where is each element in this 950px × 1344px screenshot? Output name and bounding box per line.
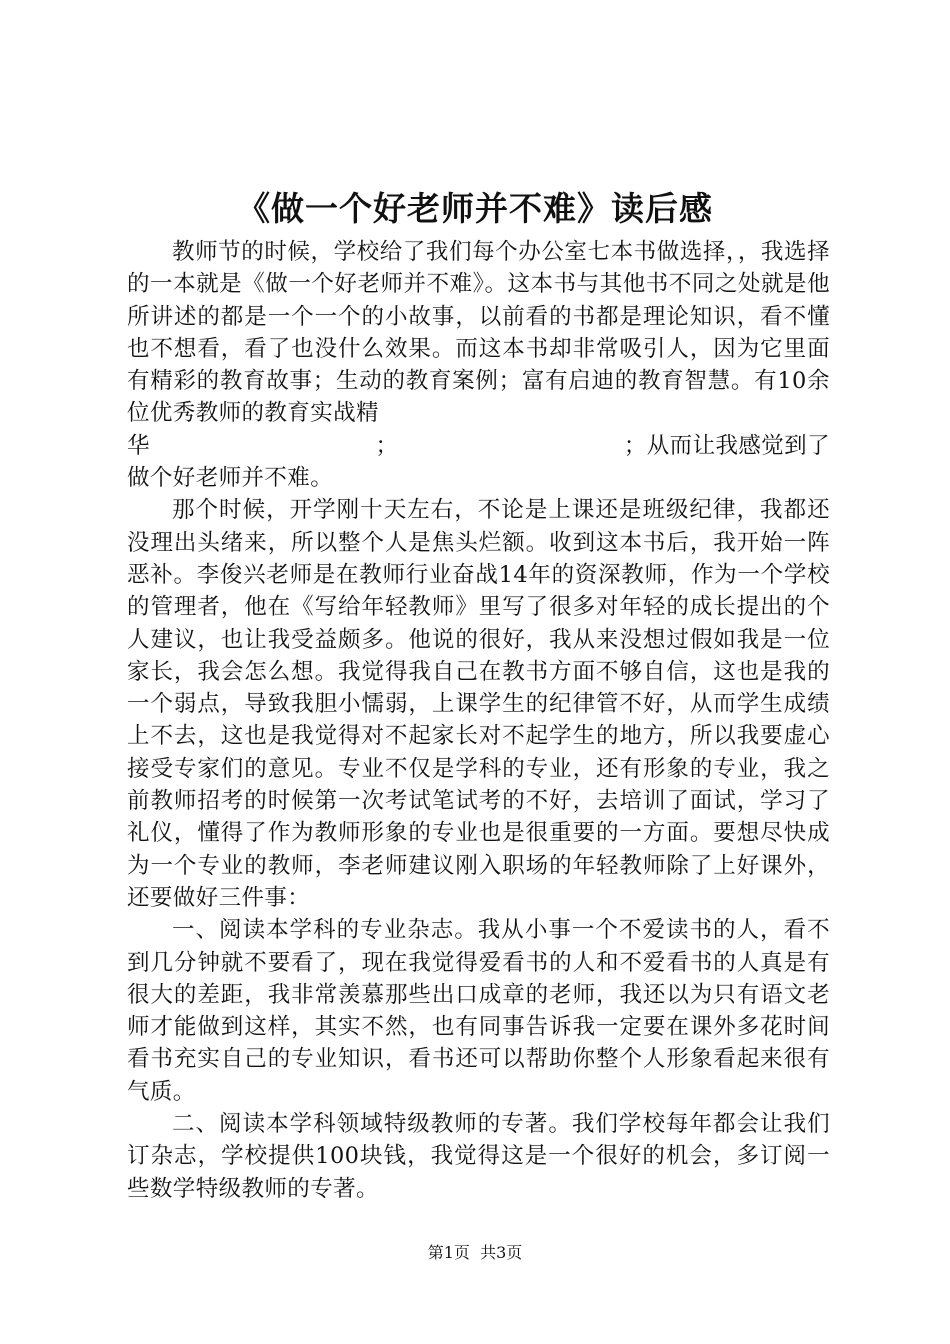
paragraph-1-spaced-line [127, 430, 830, 462]
paragraph-1-tail: 做个好老师并不难。 [127, 465, 334, 492]
paragraph-1-gap-part-1: 华 [127, 432, 150, 459]
document-title: 《做一个好老师并不难》读后感 [237, 189, 713, 228]
page-total: 共3页 [480, 1243, 523, 1262]
paragraph-1-lead: 教师节的时候，学校给了我们每个办公室七本书做选择，，我选择的一本就是《做一个好老师并不难》。这本书与其他书不同之处就是他所讲述的都是一个一个的小故事，以前看的书都是理论知识，看不懂也不想看，看了也没什么效果。而这本书却非常吸引人，因为它里面有精彩的教育故事；生动的教育案例；富有启迪的教育智慧。有10余位优秀教师的教育实战精 [127, 239, 830, 427]
paragraph-1-gap-part-2: ； [375, 432, 399, 459]
paragraph-4: 二、阅读本学科领域特级教师的专著。我们学校每年都会让我们订杂志，学校提供100块钱，我觉得这是一个很好的机会，多订阅一些数学特级教师的专著。 [127, 1111, 830, 1202]
page-number: 第1页 [427, 1243, 470, 1262]
page-footer [0, 1242, 950, 1264]
paragraph-2: 那个时候，开学刚十天左右，不论是上课还是班级纪律，我都还没理出头绪来，所以整个人是焦头烂额。收到这本书后，我开始一阵恶补。李俊兴老师是在教师行业奋战14年的资深教师，作为一个学校的管理者，他在《写给年轻教师》里写了很多对年轻的成长提出的个人建议，也让我受益颇多。他说的很好，我从来没想过假如我是一位家长，我会怎么想。我觉得我自己在教书方面不够自信，这也是我的一个弱点，导致我胆小懦弱，上课学生的纪律管不好，从而学生成绩上不去，这也是我觉得对不起家长对不起学生的地方，所以我要虚心接受专家们的意见。专业不仅是学科的专业，还有形象的专业，我之前教师招考的时候第一次考试笔试考的不好，去培训了面试，学习了礼仪，懂得了作为教师形象的专业也是很重要的一方面。要想尽快成为一个专业的教师，李老师建议刚入职场的年轻教师除了上好课外，还要做好三件事： [127, 497, 830, 911]
paragraph-1 [127, 236, 830, 430]
document-body [127, 236, 830, 1205]
paragraph-3: 一、阅读本学科的专业杂志。我从小事一个不爱读书的人，看不到几分钟就不要看了，现在我觉得爱看书的人和不爱看书的人真是有很大的差距，我非常羡慕那些出口成章的老师，我还以为只有语文老师才能做到这样，其实不然，也有同事告诉我一定要在课外多花时间看书充实自己的专业知识，看书还可以帮助你整个人形象看起来很有气质。 [127, 917, 830, 1105]
paragraph-1-gap-part-3: ；从而让我感觉到了 [623, 432, 830, 459]
